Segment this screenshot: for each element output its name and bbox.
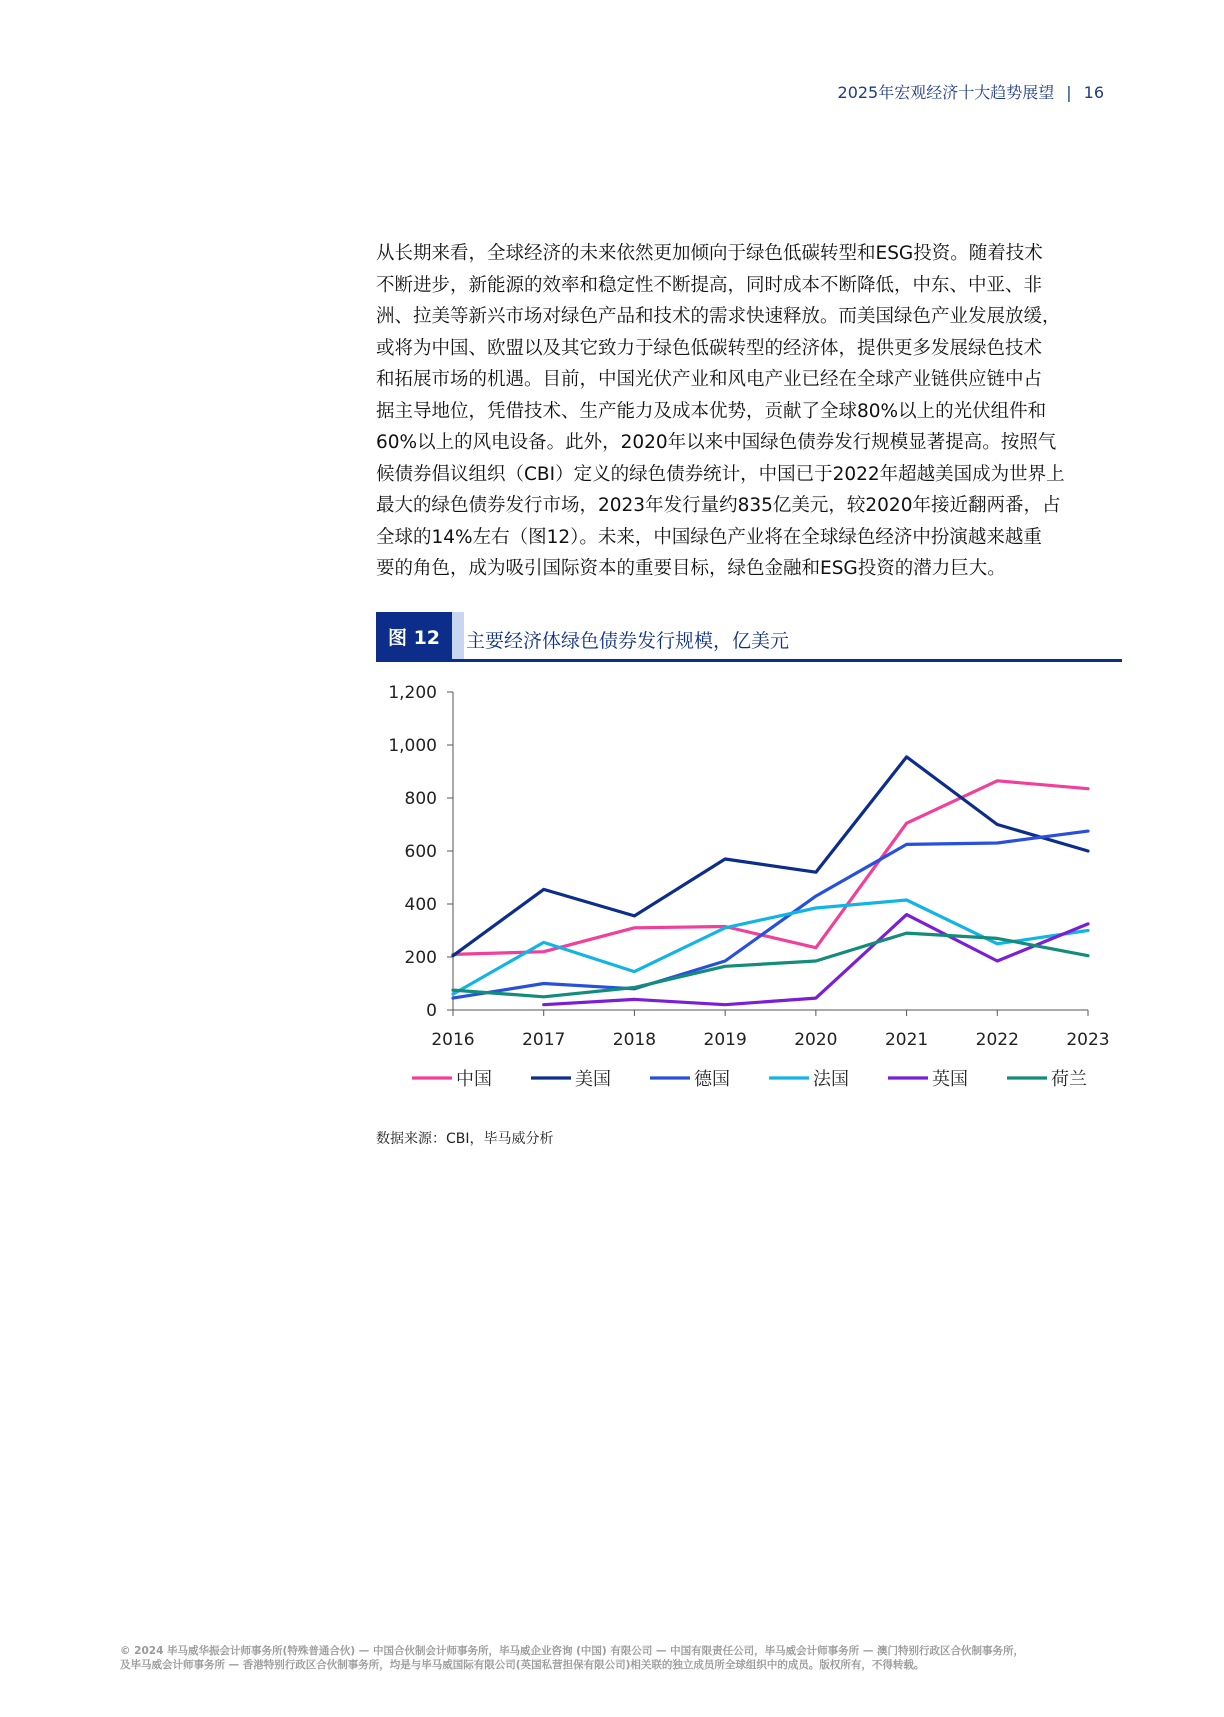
series-line (453, 831, 1088, 998)
x-tick-label: 2018 (612, 1030, 657, 1050)
body-line: 从长期来看，全球经济的未来依然更加倾向于绿色低碳转型和ESG投资。随着技术 (376, 243, 1043, 264)
x-tick-label: 2021 (884, 1030, 929, 1050)
x-tick-label: 2020 (794, 1030, 838, 1050)
y-tick-label: 600 (404, 842, 437, 862)
body-line: 全球的14%左右（图12）。未来，中国绿色产业将在全球绿色经济中扮演越来越重 (376, 526, 1042, 548)
x-tick-label: 2023 (1066, 1030, 1110, 1050)
legend-label: 中国 (456, 1069, 492, 1090)
body-line: 60%以上的风电设备。此外，2020年以来中国绿色债券发行规模显著提高。按照气 (376, 432, 1057, 453)
y-tick-label: 1,200 (388, 683, 437, 703)
body-line: 要的角色，成为吸引国际资本的重要目标，绿色金融和ESG投资的潜力巨大。 (376, 558, 1006, 579)
x-tick-label: 2019 (703, 1030, 747, 1050)
page-number: 16 (1083, 83, 1104, 102)
figure-source: 数据来源：CBI，毕马威分析 (376, 1131, 554, 1147)
y-tick-label: 200 (404, 948, 437, 968)
legend-label: 荷兰 (1051, 1069, 1087, 1090)
x-tick-label: 2017 (522, 1030, 566, 1050)
figure-label-stripe (452, 612, 464, 661)
y-tick-label: 400 (404, 895, 437, 915)
y-tick-label: 800 (404, 789, 437, 809)
body-line: 最大的绿色债券发行市场，2023年发行量约835亿美元，较2020年接近翻两番，占 (376, 495, 1061, 516)
line-chart (360, 672, 1120, 1112)
x-tick-label: 2016 (431, 1030, 475, 1050)
body-paragraph (376, 238, 1124, 585)
legend-label: 法国 (813, 1069, 849, 1090)
page-header (838, 80, 1104, 103)
body-line: 候债券倡议组织（CBI）定义的绿色债券统计，中国已于2022年超越美国成为世界上 (376, 463, 1065, 485)
y-tick-label: 0 (426, 1001, 437, 1021)
page-footer (120, 1644, 1130, 1672)
figure-header (376, 612, 1122, 662)
y-tick-label: 1,000 (388, 736, 437, 756)
header-separator: | (1066, 83, 1072, 102)
body-line: 洲、拉美等新兴市场对绿色产品和技术的需求快速释放。而美国绿色产业发展放缓， (376, 306, 1061, 327)
footer-line: 及毕马威会计师事务所 — 香港特别行政区合伙制事务所，均是与毕马威国际有限公司(英国私营担保有限公司)相关联的独立成员所全球组织中的成员。版权所有，不得转载。 (120, 1659, 925, 1671)
figure-label: 图 12 (376, 612, 452, 661)
body-line: 和拓展市场的机遇。目前，中国光伏产业和风电产业已经在全球产业链供应链中占 (376, 369, 1043, 390)
legend-label: 美国 (575, 1069, 611, 1090)
x-tick-label: 2022 (975, 1030, 1019, 1050)
legend-label: 英国 (932, 1069, 968, 1090)
footer-line: © 2024 毕马威华振会计师事务所(特殊普通合伙) — 中国合伙制会计师事务所，毕马威企业咨询 (中国) 有限公司 — 中国有限责任公司，毕马威会计师事务所 — 澳门特别行政区合伙制事务所， (120, 1645, 1024, 1657)
figure-title: 主要经济体绿色债券发行规模，亿美元 (466, 630, 790, 652)
legend-label: 德国 (694, 1069, 730, 1090)
figure-title-rule (376, 659, 1122, 662)
series-line (453, 757, 1088, 956)
body-line: 据主导地位，凭借技术、生产能力及成本优势，贡献了全球80%以上的光伏组件和 (376, 400, 1047, 422)
body-line: 不断进步，新能源的效率和稳定性不断提高，同时成本不断降低，中东、中亚、非 (376, 274, 1043, 296)
body-line: 或将为中国、欧盟以及其它致力于绿色低碳转型的经济体，提供更多发展绿色技术 (376, 337, 1043, 359)
document-title: 2025年宏观经济十大趋势展望 (837, 83, 1055, 102)
series-line (453, 900, 1088, 994)
